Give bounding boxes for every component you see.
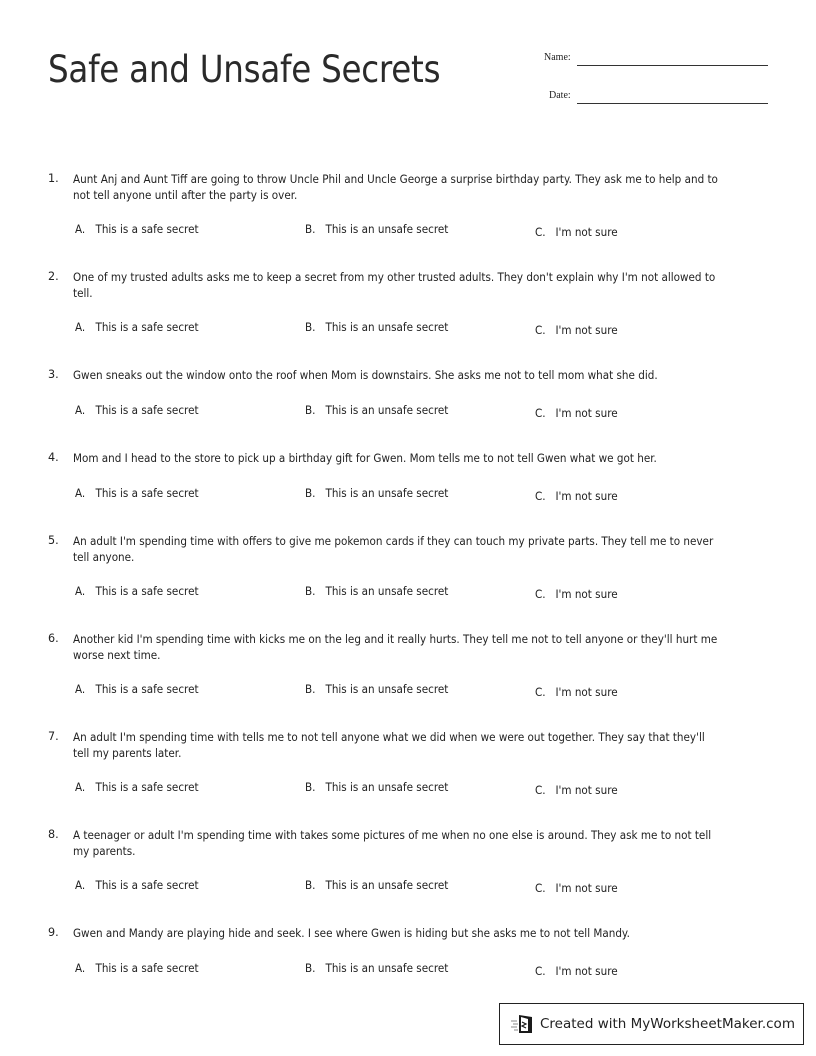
option-letter: C. — [535, 324, 546, 337]
option-text: I'm not sure — [555, 686, 618, 699]
option-letter: B. — [305, 879, 316, 892]
option-a[interactable] — [75, 404, 199, 417]
option-text: I'm not sure — [555, 784, 618, 797]
option-text: I'm not sure — [555, 490, 618, 503]
name-label: Name: — [544, 52, 571, 63]
option-text: This is a safe secret — [95, 781, 199, 794]
option-text: I'm not sure — [555, 324, 618, 337]
option-text: I'm not sure — [555, 226, 618, 239]
option-letter: A. — [75, 879, 86, 892]
option-text: This is an unsafe secret — [325, 781, 449, 794]
question-text: One of my trusted adults asks me to keep a secret from my other trusted adults. They don't explain why I'm not allowed to tell. — [73, 271, 716, 300]
option-c[interactable] — [535, 784, 618, 797]
option-letter: B. — [305, 585, 316, 598]
option-text: This is an unsafe secret — [325, 962, 449, 975]
option-text: I'm not sure — [555, 407, 618, 420]
question-text: Gwen and Mandy are playing hide and seek. I see where Gwen is hiding but she asks me to not tell Mandy. — [73, 927, 630, 940]
option-letter: B. — [305, 404, 316, 417]
option-letter: B. — [305, 962, 316, 975]
page-title: Safe and Unsafe Secrets — [48, 48, 441, 91]
option-text: This is a safe secret — [95, 404, 199, 417]
question-number: 3. — [48, 368, 59, 381]
option-b[interactable] — [305, 585, 448, 598]
option-text: This is an unsafe secret — [325, 585, 449, 598]
option-c[interactable] — [535, 882, 618, 895]
option-letter: C. — [535, 226, 546, 239]
option-b[interactable] — [305, 487, 448, 500]
name-field[interactable] — [577, 65, 768, 66]
option-c[interactable] — [535, 686, 618, 699]
question-number: 7. — [48, 730, 59, 743]
option-text: I'm not sure — [555, 588, 618, 601]
option-letter: C. — [535, 686, 546, 699]
option-text: This is a safe secret — [95, 223, 199, 236]
option-b[interactable] — [305, 321, 448, 334]
option-c[interactable] — [535, 965, 618, 978]
question-text: Aunt Anj and Aunt Tiff are going to throw Uncle Phil and Uncle George a surprise birthday party. They ask me to help and to not tell anyone until after the party is over. — [73, 173, 718, 202]
option-letter: A. — [75, 962, 86, 975]
footer-credit-text: Created with MyWorksheetMaker.com — [540, 1016, 795, 1032]
worksheet-logo-icon — [510, 1013, 534, 1035]
option-letter: C. — [535, 965, 546, 978]
option-letter: A. — [75, 487, 86, 500]
option-letter: A. — [75, 223, 86, 236]
option-text: This is a safe secret — [95, 487, 199, 500]
option-letter: A. — [75, 683, 86, 696]
option-b[interactable] — [305, 962, 448, 975]
option-letter: B. — [305, 487, 316, 500]
option-text: I'm not sure — [555, 965, 618, 978]
question-number: 2. — [48, 270, 59, 283]
option-letter: C. — [535, 784, 546, 797]
option-letter: C. — [535, 882, 546, 895]
option-a[interactable] — [75, 879, 199, 892]
option-b[interactable] — [305, 223, 448, 236]
option-letter: C. — [535, 490, 546, 503]
option-b[interactable] — [305, 781, 448, 794]
option-letter: C. — [535, 407, 546, 420]
option-text: I'm not sure — [555, 882, 618, 895]
option-letter: B. — [305, 781, 316, 794]
question-number: 4. — [48, 451, 59, 464]
option-a[interactable] — [75, 585, 199, 598]
option-a[interactable] — [75, 321, 199, 334]
question-number: 1. — [48, 172, 59, 185]
option-b[interactable] — [305, 879, 448, 892]
date-label: Date: — [549, 90, 571, 101]
option-c[interactable] — [535, 407, 618, 420]
option-letter: A. — [75, 781, 86, 794]
option-text: This is an unsafe secret — [325, 223, 449, 236]
option-c[interactable] — [535, 324, 618, 337]
question-number: 6. — [48, 632, 59, 645]
date-field[interactable] — [577, 103, 768, 104]
option-b[interactable] — [305, 404, 448, 417]
option-a[interactable] — [75, 962, 199, 975]
option-text: This is a safe secret — [95, 962, 199, 975]
question-number: 5. — [48, 534, 59, 547]
option-c[interactable] — [535, 588, 618, 601]
option-letter: B. — [305, 321, 316, 334]
question-text: Gwen sneaks out the window onto the roof when Mom is downstairs. She asks me not to tell mom what she did. — [73, 369, 658, 382]
option-letter: C. — [535, 588, 546, 601]
option-a[interactable] — [75, 487, 199, 500]
option-letter: B. — [305, 223, 316, 236]
option-c[interactable] — [535, 226, 618, 239]
option-c[interactable] — [535, 490, 618, 503]
option-text: This is a safe secret — [95, 321, 199, 334]
option-text: This is a safe secret — [95, 879, 199, 892]
footer-credit-badge[interactable] — [499, 1003, 804, 1045]
option-text: This is an unsafe secret — [325, 404, 449, 417]
question-text: An adult I'm spending time with tells me to not tell anyone what we did when we were out together. They say that they'll tell my parents later. — [73, 731, 705, 760]
option-text: This is an unsafe secret — [325, 487, 449, 500]
option-letter: A. — [75, 321, 86, 334]
option-a[interactable] — [75, 683, 199, 696]
option-text: This is a safe secret — [95, 683, 199, 696]
option-text: This is an unsafe secret — [325, 879, 449, 892]
option-b[interactable] — [305, 683, 448, 696]
option-letter: B. — [305, 683, 316, 696]
question-text: Another kid I'm spending time with kicks me on the leg and it really hurts. They tell me not to tell anyone or they'll hurt me worse next time. — [73, 633, 718, 662]
question-text: A teenager or adult I'm spending time with takes some pictures of me when no one else is around. They ask me to not tell my parents. — [73, 829, 712, 858]
option-letter: A. — [75, 404, 86, 417]
question-number: 9. — [48, 926, 59, 939]
option-letter: A. — [75, 585, 86, 598]
question-number: 8. — [48, 828, 59, 841]
option-text: This is an unsafe secret — [325, 321, 449, 334]
option-a[interactable] — [75, 781, 199, 794]
option-text: This is an unsafe secret — [325, 683, 449, 696]
question-text: Mom and I head to the store to pick up a birthday gift for Gwen. Mom tells me to not tell Gwen what we got her. — [73, 452, 657, 465]
option-text: This is a safe secret — [95, 585, 199, 598]
question-text: An adult I'm spending time with offers to give me pokemon cards if they can touch my private parts. They tell me to never tell anyone. — [73, 535, 714, 564]
option-a[interactable] — [75, 223, 199, 236]
